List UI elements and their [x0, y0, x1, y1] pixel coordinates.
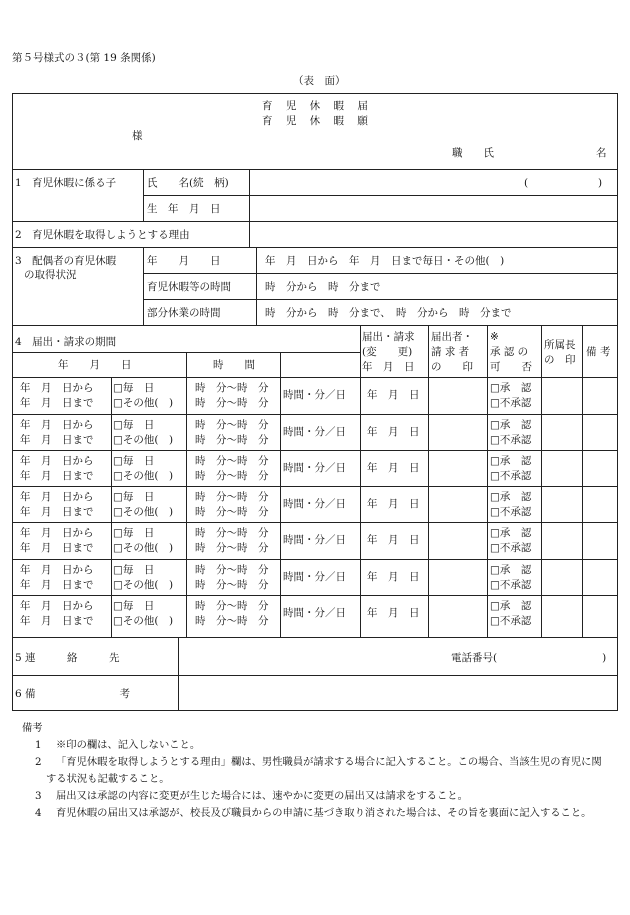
hdr-remarks: 備 考 — [586, 346, 611, 358]
row-daily-checkbox[interactable]: □毎 日 — [113, 527, 155, 539]
row-to: 年 月 日まで — [20, 542, 94, 554]
col-date: 年 月 日 — [58, 359, 132, 371]
row-date: 年 月 日 — [367, 607, 420, 619]
hdr-head-2: の 印 — [544, 354, 576, 366]
row-approve-checkbox[interactable]: □承 認 — [490, 527, 532, 539]
row-total: 時間・分／日 — [283, 462, 346, 474]
staff-name-label: 職 氏 — [452, 147, 494, 159]
row-reject-checkbox[interactable]: □不承認 — [490, 397, 532, 409]
contact-label: 5 連 絡 先 — [15, 652, 120, 664]
row-time1: 時 分～時 分 — [195, 455, 269, 467]
row-date: 年 月 日 — [367, 462, 420, 474]
remarks-label: 6 備 考 — [15, 688, 131, 700]
spouse-date-label: 年 月 日 — [147, 255, 221, 267]
row-other-checkbox[interactable]: □その他( ) — [113, 615, 174, 627]
row-to: 年 月 日まで — [20, 434, 94, 446]
note-item — [22, 805, 612, 822]
row-other-checkbox[interactable]: □その他( ) — [113, 579, 174, 591]
row-date: 年 月 日 — [367, 426, 420, 438]
row-approve-checkbox[interactable]: □承 認 — [490, 382, 532, 394]
relation-paren-close: ) — [598, 177, 603, 189]
row-daily-checkbox[interactable]: □毎 日 — [113, 491, 155, 503]
partial-leave-value: 時 分から 時 分まで、 時 分から 時 分まで — [265, 307, 512, 319]
note-item — [22, 737, 612, 754]
row-approve-checkbox[interactable]: □承 認 — [490, 564, 532, 576]
row-to: 年 月 日まで — [20, 579, 94, 591]
relation-paren-open: ( — [524, 177, 529, 189]
side-label: （表 面） — [293, 75, 346, 87]
notes — [22, 720, 612, 822]
row-time1: 時 分～時 分 — [195, 419, 269, 431]
row-time2: 時 分～時 分 — [195, 579, 269, 591]
hdr-notify-1: 届出・請求 — [362, 331, 415, 343]
row-date: 年 月 日 — [367, 534, 420, 546]
row-reject-checkbox[interactable]: □不承認 — [490, 470, 532, 482]
row-to: 年 月 日まで — [20, 470, 94, 482]
row-time2: 時 分～時 分 — [195, 470, 269, 482]
hdr-approve-3: 可 否 — [490, 361, 532, 373]
phone-label: 電話番号( ) — [451, 652, 607, 664]
row-other-checkbox[interactable]: □その他( ) — [113, 434, 174, 446]
hdr-person-3: の 印 — [431, 361, 473, 373]
col-time: 時 間 — [213, 359, 255, 371]
period-label: 4 届出・請求の期間 — [15, 336, 117, 348]
row-total: 時間・分／日 — [283, 426, 346, 438]
reason-label: 2 育児休暇を取得しようとする理由 — [15, 229, 190, 241]
birthdate-label: 生 年 月 日 — [147, 203, 221, 215]
row-reject-checkbox[interactable]: □不承認 — [490, 434, 532, 446]
hdr-notify-2: (変 更) — [362, 346, 413, 358]
note-number: 2 — [35, 756, 42, 768]
row-reject-checkbox[interactable]: □不承認 — [490, 579, 532, 591]
hdr-notify-3: 年 月 日 — [362, 361, 415, 373]
row-daily-checkbox[interactable]: □毎 日 — [113, 419, 155, 431]
note-number: 4 — [35, 807, 42, 819]
row-from: 年 月 日から — [20, 419, 94, 431]
row-from: 年 月 日から — [20, 564, 94, 576]
row-time1: 時 分～時 分 — [195, 564, 269, 576]
row-approve-checkbox[interactable]: □承 認 — [490, 600, 532, 612]
row-time1: 時 分～時 分 — [195, 491, 269, 503]
row-from: 年 月 日から — [20, 600, 94, 612]
row-from: 年 月 日から — [20, 491, 94, 503]
row-total: 時間・分／日 — [283, 498, 346, 510]
partial-leave-label: 部分休業の時間 — [147, 307, 221, 319]
hdr-person-1: 届出者・ — [431, 331, 473, 343]
row-total: 時間・分／日 — [283, 389, 346, 401]
row-approve-checkbox[interactable]: □承 認 — [490, 419, 532, 431]
row-time2: 時 分～時 分 — [195, 615, 269, 627]
row-date: 年 月 日 — [367, 571, 420, 583]
row-other-checkbox[interactable]: □その他( ) — [113, 470, 174, 482]
row-to: 年 月 日まで — [20, 397, 94, 409]
row-to: 年 月 日まで — [20, 615, 94, 627]
hdr-person-2: 請 求 者 — [431, 346, 470, 358]
spouse-label-line2: の取得状況 — [24, 269, 77, 281]
row-approve-checkbox[interactable]: □承 認 — [490, 455, 532, 467]
row-from: 年 月 日から — [20, 382, 94, 394]
row-approve-checkbox[interactable]: □承 認 — [490, 491, 532, 503]
row-other-checkbox[interactable]: □その他( ) — [113, 506, 174, 518]
spouse-label-line1: 3 配偶者の育児休暇 — [15, 255, 117, 267]
row-time1: 時 分～時 分 — [195, 382, 269, 394]
hdr-approve-2: 承 認 の — [490, 346, 529, 358]
row-other-checkbox[interactable]: □その他( ) — [113, 397, 174, 409]
row-total: 時間・分／日 — [283, 607, 346, 619]
row-from: 年 月 日から — [20, 455, 94, 467]
row-other-checkbox[interactable]: □その他( ) — [113, 542, 174, 554]
note-item — [22, 754, 612, 788]
child-name-label: 氏 名(続 柄) — [147, 177, 229, 189]
note-text: 届出又は承認の内容に変更が生じた場合には、速やかに変更の届出又は請求をすること。 — [56, 790, 468, 802]
row-total: 時間・分／日 — [283, 534, 346, 546]
row-date: 年 月 日 — [367, 389, 420, 401]
title-notification: 育 児 休 暇 届 — [262, 100, 373, 112]
row-time1: 時 分～時 分 — [195, 527, 269, 539]
spouse-time-value: 時 分から 時 分まで — [265, 281, 381, 293]
row-daily-checkbox[interactable]: □毎 日 — [113, 382, 155, 394]
row-reject-checkbox[interactable]: □不承認 — [490, 615, 532, 627]
row-to: 年 月 日まで — [20, 506, 94, 518]
addressee-suffix: 様 — [132, 130, 143, 142]
row-time2: 時 分～時 分 — [195, 434, 269, 446]
row-daily-checkbox[interactable]: □毎 日 — [113, 564, 155, 576]
row-from: 年 月 日から — [20, 527, 94, 539]
hdr-approve-1: ※ — [490, 331, 499, 343]
form-reference: 第５号様式の３(第 19 条関係) — [12, 52, 156, 64]
row-reject-checkbox[interactable]: □不承認 — [490, 506, 532, 518]
row-date: 年 月 日 — [367, 498, 420, 510]
row-time2: 時 分～時 分 — [195, 397, 269, 409]
row-time2: 時 分～時 分 — [195, 542, 269, 554]
spouse-time-label: 育児休暇等の時間 — [147, 281, 231, 293]
note-text: 「育児休暇を取得しようとする理由」欄は、男性職員が請求する場合に記入すること。この場合、当該生児の育児に関する状況も記載すること。 — [46, 756, 602, 785]
row-time2: 時 分～時 分 — [195, 506, 269, 518]
child-label: 1 育児休暇に係る子 — [15, 177, 117, 189]
spouse-date-value: 年 月 日から 年 月 日まで毎日・その他( ) — [265, 255, 505, 267]
note-text: ※印の欄は、記入しないこと。 — [56, 739, 201, 751]
row-time1: 時 分～時 分 — [195, 600, 269, 612]
note-number: 3 — [35, 790, 42, 802]
row-total: 時間・分／日 — [283, 571, 346, 583]
title-request: 育 児 休 暇 願 — [262, 115, 373, 127]
name-suffix: 名 — [596, 147, 607, 159]
hdr-head-1: 所属長 — [544, 339, 576, 351]
row-daily-checkbox[interactable]: □毎 日 — [113, 455, 155, 467]
note-text: 育児休暇の届出又は承認が、校長及び職員からの申請に基づき取り消された場合は、その旨を裏面に記入すること。 — [56, 807, 592, 819]
note-item — [22, 788, 612, 805]
row-reject-checkbox[interactable]: □不承認 — [490, 542, 532, 554]
notes-title: 備考 — [22, 722, 43, 734]
row-daily-checkbox[interactable]: □毎 日 — [113, 600, 155, 612]
note-number: 1 — [35, 739, 42, 751]
